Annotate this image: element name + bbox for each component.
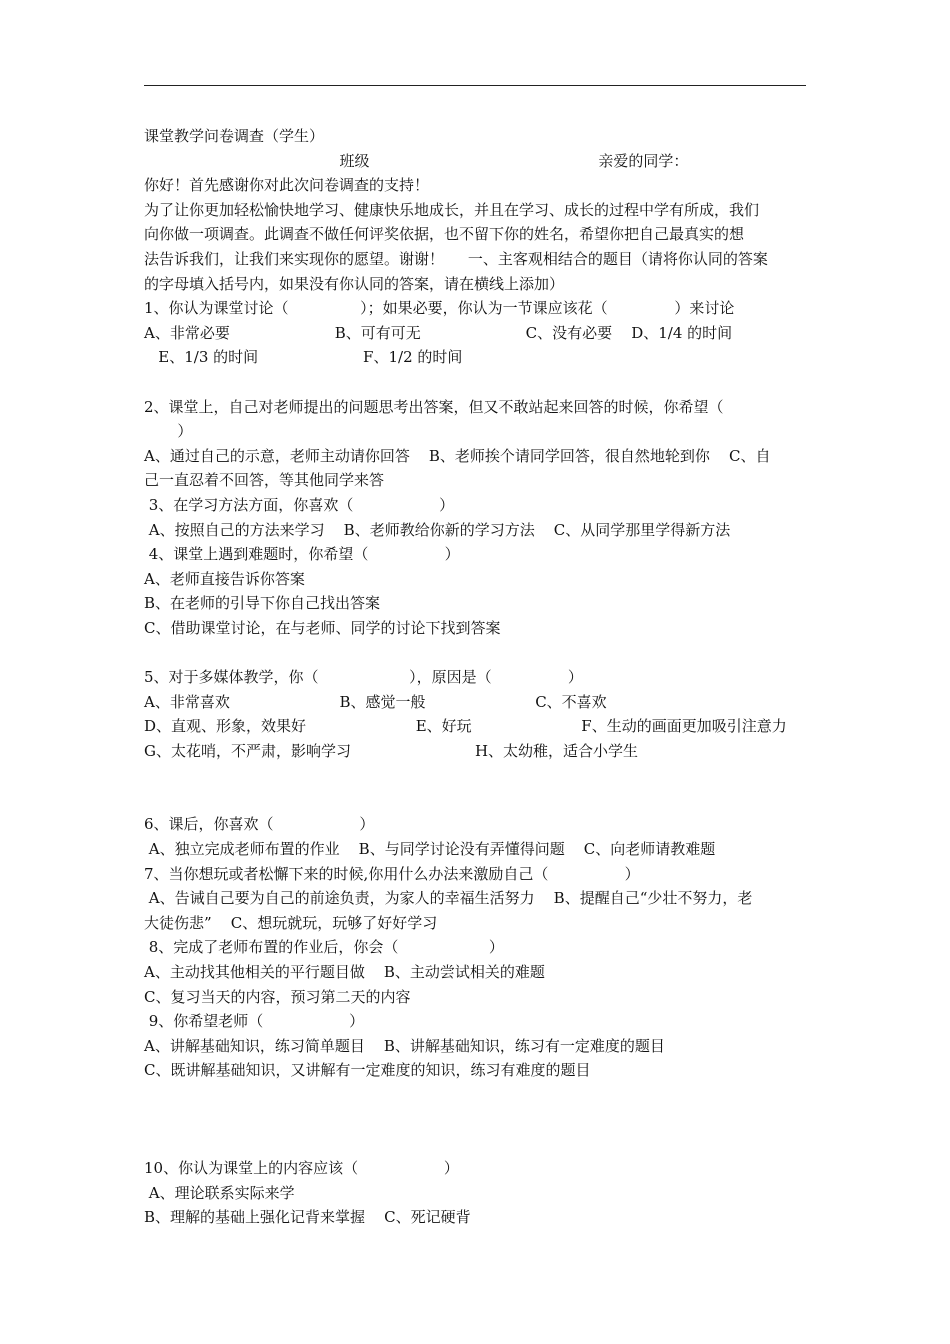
question-4: 4、课堂上遇到难题时，你希望（ ） — [144, 545, 460, 564]
intro-line: 法告诉我们，让我们来实现你的愿望。谢谢！ 一、主客观相结合的题目（请将你认同的答案 — [144, 249, 768, 268]
greeting: 你好！首先感谢你对此次问卷调查的支持！ — [144, 176, 430, 195]
question-1-options: E、1/3 的时间 F、1/2 的时间 — [144, 348, 463, 367]
question-5-options: D、直观、形象，效果好 E、好玩 F、生动的画面更加吸引注意力 — [144, 717, 787, 736]
question-3: 3、在学习方法方面，你喜欢（ ） — [144, 495, 455, 514]
question-9: 9、你希望老师（ ） — [144, 1012, 365, 1031]
question-1: 1、你认为课堂讨论（ ）；如果必要，你认为一节课应该花（ ）来讨论 — [144, 299, 735, 318]
question-8-options: C、复习当天的内容，预习第二天的内容 — [144, 987, 411, 1006]
intro-line: 为了让你更加轻松愉快地学习、健康快乐地成长，并且在学习、成长的过程中学有所成，我们 — [144, 200, 760, 219]
question-4-option: B、在老师的引导下你自己找出答案 — [144, 594, 381, 613]
question-2: ） — [144, 422, 193, 441]
question-7-options: A、告诫自己要为自己的前途负责，为家人的幸福生活努力 B、提醒自己“少壮不努力，老 — [144, 889, 753, 908]
question-9-options: C、既讲解基础知识，又讲解有一定难度的知识，练习有难度的题目 — [144, 1061, 591, 1080]
question-5-options: A、非常喜欢 B、感觉一般 C、不喜欢 — [144, 692, 607, 711]
questionnaire-body — [144, 124, 808, 1230]
question-7: 7、当你想玩或者松懈下来的时候,你用什么办法来激励自己（ ） — [144, 864, 640, 883]
question-10: 10、你认为课堂上的内容应该（ ） — [144, 1158, 459, 1177]
document-title: 课堂教学问卷调查（学生） — [144, 127, 325, 145]
question-5: 5、对于多媒体教学，你（ ），原因是（ ） — [144, 668, 583, 687]
question-10-option: A、理论联系实际来学 — [144, 1183, 295, 1202]
question-1-options: A、非常必要 B、可有可无 C、没有必要 D、1/4 的时间 — [144, 323, 733, 342]
question-8-options: A、主动找其他相关的平行题目做 B、主动尝试相关的难题 — [144, 963, 545, 981]
class-and-salutation: 班级 亲爱的同学： — [144, 151, 689, 170]
question-5-options: G、太花哨，不严肃，影响学习 H、太幼稚，适合小学生 — [144, 741, 639, 760]
question-10-options: B、理解的基础上强化记背来掌握 C、死记硬背 — [144, 1208, 471, 1227]
question-8: 8、完成了老师布置的作业后，你会（ ） — [144, 938, 504, 957]
intro-line: 向你做一项调查。此调查不做任何评奖依据，也不留下你的姓名，希望你把自己最真实的想 — [144, 225, 745, 244]
question-4-option: C、借助课堂讨论，在与老师、同学的讨论下找到答案 — [144, 618, 501, 637]
question-7-options: 大徒伤悲” C、想玩就玩，玩够了好好学习 — [144, 913, 438, 932]
header-rule — [144, 85, 806, 86]
question-4-option: A、老师直接告诉你答案 — [144, 569, 305, 588]
question-2-options: 己一直忍着不回答，等其他同学来答 — [144, 471, 385, 490]
question-3-options: A、按照自己的方法来学习 B、老师教给你新的学习方法 C、从同学那里学得新方法 — [144, 520, 731, 539]
question-6: 6、课后，你喜欢（ ） — [144, 815, 375, 834]
question-2-options: A、通过自己的示意，老师主动请你回答 B、老师挨个请同学回答，很自然地轮到你 C、自 — [144, 446, 771, 465]
question-9-options: A、讲解基础知识，练习简单题目 B、讲解基础知识，练习有一定难度的题目 — [144, 1036, 665, 1055]
question-6-options: A、独立完成老师布置的作业 B、与同学讨论没有弄懂得问题 C、向老师请教难题 — [144, 840, 716, 859]
question-2: 2、课堂上，自己对老师提出的问题思考出答案，但又不敢站起来回答的时候，你希望（ — [144, 397, 724, 416]
intro-line: 的字母填入括号内，如果没有你认同的答案，请在横线上添加） — [144, 274, 565, 293]
